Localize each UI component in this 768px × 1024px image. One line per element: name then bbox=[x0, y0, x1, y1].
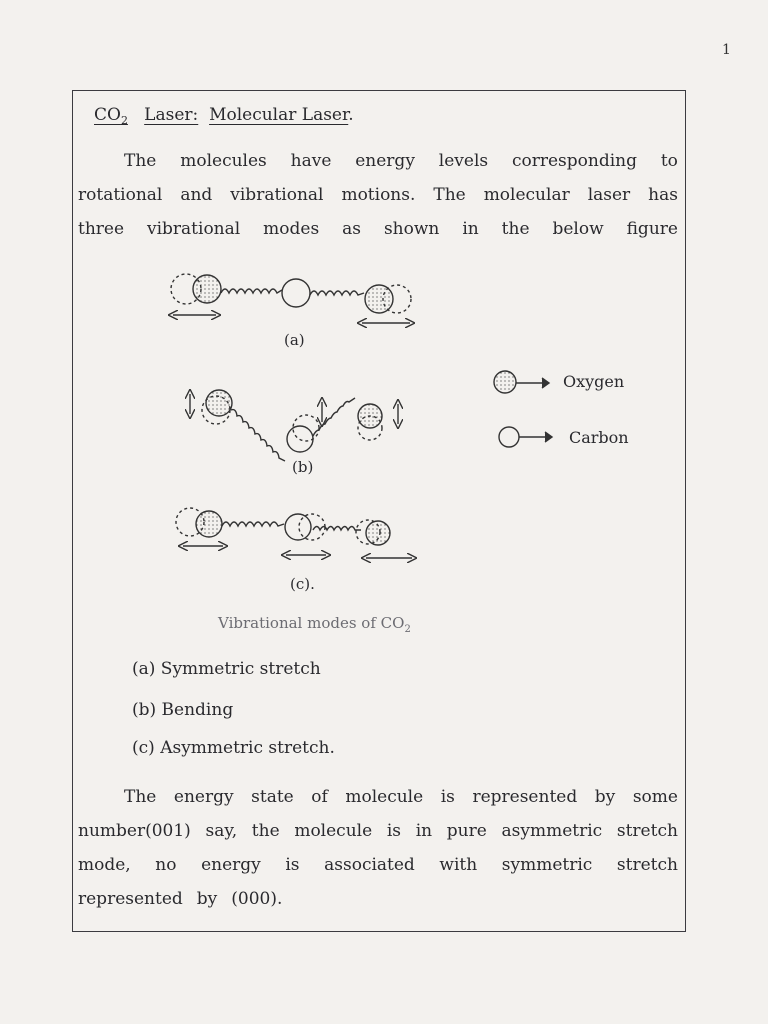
title-heading: Molecular Laser bbox=[209, 105, 349, 125]
mode-b-molecule bbox=[190, 390, 398, 461]
intro-line-2: rotational and vibrational motions. The molecular laser has bbox=[78, 185, 678, 205]
mode-c-description: (c) Asymmetric stretch. bbox=[132, 738, 335, 758]
title: $CO_2$ Laser: Molecular Laser. bbox=[94, 105, 354, 127]
mode-b-description: (b) Bending bbox=[132, 700, 234, 720]
energy-line-1: The energy state of molecule is represented by some bbox=[124, 787, 678, 807]
energy-paragraph bbox=[78, 780, 678, 916]
mode-b-label: (b) bbox=[292, 458, 314, 476]
legend-carbon-label: Carbon bbox=[569, 428, 629, 447]
mode-c-label: (c). bbox=[290, 575, 315, 593]
page-number: 1 bbox=[722, 42, 731, 58]
legend-carbon-symbol bbox=[499, 427, 552, 447]
energy-line-2: number(001) say, the molecule is in pure asymmetric stretch bbox=[78, 821, 678, 841]
mode-a-molecule bbox=[171, 274, 411, 323]
legend-oxygen-symbol bbox=[494, 371, 549, 393]
mode-a-description: (a) Symmetric stretch bbox=[132, 659, 321, 679]
mode-c-molecule bbox=[176, 508, 412, 558]
title-co2: $CO_2$ bbox=[94, 105, 128, 127]
energy-line-3: mode, no energy is associated with symmetric stretch bbox=[78, 855, 678, 875]
energy-line-4: represented by (000). bbox=[78, 889, 283, 909]
mode-a-label: (a) bbox=[284, 331, 305, 349]
figure-caption: Vibrational modes of $CO_2$ bbox=[218, 614, 411, 635]
intro-line-1: The molecules have energy levels corresponding to bbox=[124, 151, 678, 171]
intro-line-3: three vibrational modes as shown in the below figure bbox=[78, 219, 678, 239]
legend-oxygen-label: Oxygen bbox=[563, 372, 625, 391]
title-laser: Laser: bbox=[144, 105, 199, 125]
